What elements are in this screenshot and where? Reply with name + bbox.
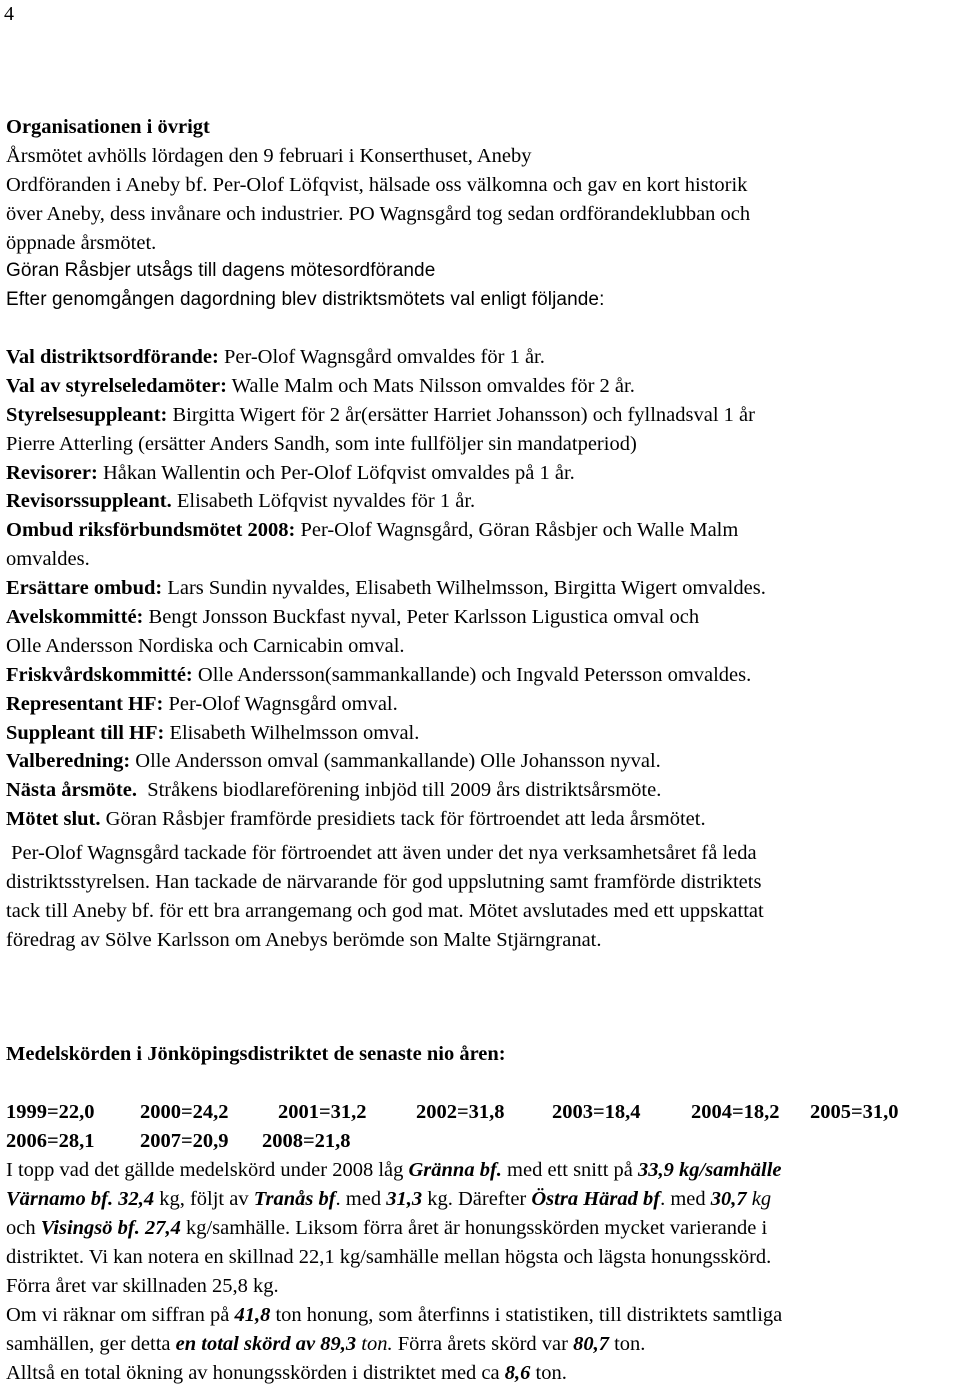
text-run: ton. [361,1332,393,1355]
harvest-heading: Medelskörden i Jönköpingsdistriktet de senaste nio åren: [6,1043,506,1065]
emphasis-text: 8,6 [504,1361,531,1384]
election-line [6,805,958,834]
election-line [6,516,958,545]
text-line: Göran Råsbjer utsågs till dagens mötesordförande [6,260,436,282]
election-text: Elisabeth Wilhelmsson omval. [164,721,420,744]
election-line [6,632,958,661]
text-line [6,1214,958,1243]
election-line [6,487,958,516]
election-text: Olle Andersson(sammankallande) och Ingvald Petersson omvaldes. [192,663,752,686]
election-line [6,372,958,401]
text-run: kg [746,1187,772,1210]
election-text: Pierre Atterling (ersätter Anders Sandh, som inte fullföljer sin mandatperiod) [6,432,637,455]
text-run: Förra årets skörd var [392,1332,574,1355]
text-line [6,1185,958,1214]
text-run: kg, följt av [154,1187,254,1210]
harvest-paragraph [6,1156,958,1300]
page-number: 4 [4,3,14,25]
election-line [6,719,958,748]
year-value: 2004=18,2 [691,1101,780,1123]
election-label: Valberedning: [6,750,131,773]
election-line [6,776,958,805]
emphasis-text: 31,3 [386,1187,423,1210]
election-label: Avelskommitté: [6,606,144,629]
text-run: med ett snitt på [501,1159,638,1181]
text-run: Om vi räknar om siffran på [6,1304,235,1326]
year-value: 2005=31,0 [810,1101,899,1123]
election-label: Revisorer: [6,461,98,484]
election-text: omvaldes. [6,548,90,571]
election-text: Walle Malm och Mats Nilsson omvaldes för 2 år. [226,374,635,397]
year-value: 2007=20,9 [140,1130,229,1152]
emphasis-text: Visingsö bf. [40,1216,140,1239]
text-run: . med [335,1187,387,1210]
text-run: Alltså en total ökning av honungsskörden i distriktet med ca [6,1361,505,1384]
election-text: Elisabeth Löfqvist nyvaldes för 1 år. [171,490,476,513]
election-text: Stråkens biodlareförening inbjöd till 2009 års distriktsårsmöte. [136,779,662,802]
election-label: Representant HF: [6,692,164,715]
org-section [6,113,958,315]
emphasis-text: 41,8 [234,1304,271,1326]
closing-paragraph [6,839,958,955]
text-line: Efter genomgången dagordning blev distriktsmötets val enligt följande: [6,289,605,311]
election-text: Bengt Jonsson Buckfast nyval, Peter Karlsson Ligustica omval och [143,606,700,629]
election-text: Lars Sundin nyvaldes, Elisabeth Wilhelmsson, Birgitta Wigert omvaldes. [162,577,766,600]
text-line [6,1156,958,1185]
election-line [6,690,958,719]
year-value: 2006=28,1 [6,1130,95,1152]
election-label: Val av styrelseledamöter: [6,374,227,397]
harvest-paragraph [6,1301,958,1388]
election-label: Suppleant till HF: [6,721,165,744]
election-text: Per-Olof Wagnsgård, Göran Råsbjer och Walle Malm [295,519,739,542]
emphasis-text: 27,4 [144,1216,181,1239]
text-run: ton. [608,1332,646,1355]
text-line: tack till Aneby bf. för ett bra arrangemang och god mat. Mötet avslutades med ett uppskattat [6,899,764,922]
text-line: distriktsstyrelsen. Han tackade de närvarande för god uppslutning samt framförde distriktets [6,870,762,893]
year-value: 2000=24,2 [140,1101,229,1123]
election-line [6,430,958,459]
election-line [6,401,958,430]
election-text: Per-Olof Wagnsgård omval. [163,692,398,715]
text-line [6,1359,958,1388]
election-text: Per-Olof Wagnsgård omvaldes för 1 år. [218,346,545,368]
election-line [6,343,958,372]
emphasis-text: en total skörd av 89,3 [175,1332,357,1355]
text-run: . med [660,1187,711,1210]
emphasis-text: Tranås bf [253,1187,336,1210]
emphasis-text: 80,7 [573,1332,609,1355]
election-label: Ombud riksförbundsmötet 2008: [6,519,296,542]
text-run: ton. [530,1361,567,1384]
text-line: öppnade årsmötet. [6,231,157,254]
elections-list [6,343,958,834]
election-label: Styrelsesuppleant: [6,403,168,426]
emphasis-text: Östra Härad bf [531,1187,661,1210]
election-line [6,747,958,776]
election-text: Håkan Wallentin och Per-Olof Löfqvist omvaldes på 1 år. [97,461,575,484]
emphasis-text: Värnamo bf. [6,1187,114,1210]
year-value: 2001=31,2 [278,1101,367,1123]
election-line [6,603,958,632]
emphasis-text: 32,4 [118,1187,155,1210]
election-line [6,459,958,488]
emphasis-text: 30,7 [710,1187,747,1210]
election-text: Birgitta Wigert för 2 år(ersätter Harriet Johansson) och fyllnadsval 1 år [167,403,755,426]
election-label: Ersättare ombud: [6,577,163,600]
election-text: Göran Råsbjer framförde presidiets tack för förtroendet att leda årsmötet. [100,808,706,831]
text-line: Per-Olof Wagnsgård tackade för förtroendet att även under det nya verksamhetsåret få leda [6,842,757,864]
text-run: samhällen, ger detta [6,1332,176,1355]
year-value: 1999=22,0 [6,1101,95,1123]
election-label: Friskvårdskommitté: [6,663,193,686]
text-run: I topp vad det gällde medelskörd under 2008 låg [6,1159,409,1181]
election-line [6,574,958,603]
election-text: Olle Andersson Nordiska och Carnicabin omval. [6,634,405,657]
election-line [6,545,958,574]
year-value: 2008=21,8 [262,1130,351,1152]
text-line: distriktet. Vi kan notera en skillnad 22,1 kg/samhälle mellan högsta och lägsta honungsskörd. [6,1245,772,1268]
text-run: och [6,1216,41,1239]
emphasis-text: Gränna bf. [408,1159,502,1181]
emphasis-text: 33,9 kg/samhälle [638,1159,782,1181]
year-value: 2002=31,8 [416,1101,505,1123]
section-heading: Organisationen i övrigt [6,116,210,138]
text-line: Ordföranden i Aneby bf. Per-Olof Löfqvist, hälsade oss välkomna och gav en kort historik [6,173,748,196]
election-label: Mötet slut. [6,808,101,831]
year-value: 2003=18,4 [552,1101,641,1123]
text-line: över Aneby, dess invånare och industrier. PO Wagnsgård tog sedan ordförandeklubban och [6,202,751,225]
text-line [6,1301,958,1330]
text-line: Årsmötet avhölls lördagen den 9 februari i Konserthuset, Aneby [6,144,532,167]
election-line [6,661,958,690]
text-run: ton honung, som återfinns i statistiken, till distriktets samtliga [270,1304,783,1326]
text-run: kg/samhälle. Liksom förra året är honungsskörden mycket varierande i [180,1216,768,1239]
text-line: föredrag av Sölve Karlsson om Anebys berömde son Malte Stjärngranat. [6,928,602,951]
election-label: Revisorssuppleant. [6,490,172,513]
election-label: Val distriktsordförande: [6,346,219,368]
election-text: Olle Andersson omval (sammankallande) Olle Johansson nyval. [130,750,661,773]
text-line [6,1330,958,1359]
election-label: Nästa årsmöte. [6,779,137,802]
text-run: kg. Därefter [422,1187,532,1210]
text-line: Förra året var skillnaden 25,8 kg. [6,1274,279,1297]
